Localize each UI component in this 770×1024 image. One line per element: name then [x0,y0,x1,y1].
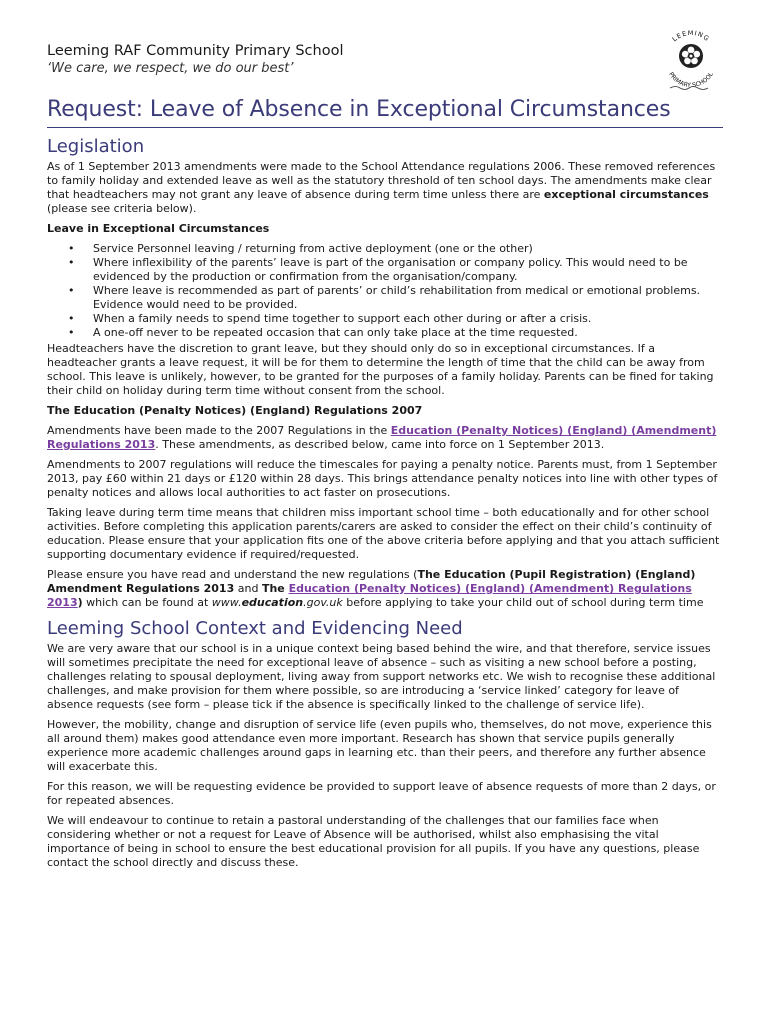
legislation-heading: Legislation [47,136,145,157]
leave-criteria-heading: Leave in Exceptional Circumstances [47,222,270,235]
logo-text-bottom: PRIMARY SCHOOL [667,71,715,90]
list-item: • Service Personnel leaving / returning from active deployment (one or the other) [93,242,723,256]
context-paragraph-2: However, the mobility, change and disruption of service life (even pupils who, themselves, do not move, experience this all around them) makes good attendance even more important. Research has shown that service pupils generally experience more academic challenges around gaps in learning etc. than their peers, and therefore any further absence will exacerbate this. [47,718,712,773]
school-name: Leeming RAF Community Primary School [47,43,344,59]
context-paragraph-3: For this reason, we will be requesting evidence be provided to support leave of absence requests of more than 2 days, or for repeated absences. [47,780,716,807]
criteria-list [47,242,723,340]
penalty-regulations-link[interactable]: Education (Penalty Notices) (England) (Amendment) Regulations 2013 [47,424,717,451]
list-item: • Where leave is recommended as part of parents’ or child’s rehabilitation from medical or emotional problems. Evidence would need to be provided. [93,284,723,312]
education-website: www.education.gov.uk [211,596,343,609]
list-item: • A one-off never to be repeated occasion that can only take place at the time requested. [93,326,723,340]
logo-text-top: LEEMING [670,28,712,44]
document-page [47,42,723,876]
context-paragraph-1: We are very aware that our school is in a unique context being based behind the wire, and that therefore, service issues will sometimes precipitate the need for exceptional leave of absence – such as visiting a new school before a posting, challenges relating to spousal deployment, living away from support networks etc. We wish to recognise these additional challenges, and make provision for them where possible, so are introducing a ‘service linked’ category for leave of absence requests (see form – please tick if the absence is specifically linked to the challenge of service life). [47,642,716,711]
context-paragraph-4: We will endeavour to continue to retain a pastoral understanding of the challenges that our families face when considering whether or not a request for Leave of Absence will be authorised, whilst also emphasising the vital importance of being in school to ensure the best educational provision for all pupils. If you have any questions, please contact the school directly and discuss these. [47,814,700,869]
context-heading: Leeming School Context and Evidencing Need [47,618,463,639]
amendment-regulations-link[interactable]: Education (Penalty Notices) (England) (Amendment) Regulations 2013 [47,582,692,609]
legislation-intro: As of 1 September 2013 amendments were made to the School Attendance regulations 2006. These removed references to family holiday and extended leave as well as the statutory threshold of ten school days. The amendments make clear that headteachers may not grant any leave of absence during term time unless there are exceptional circumstances (please see criteria below). [47,160,716,215]
page-title: Request: Leave of Absence in Exceptional Circumstances [47,96,723,128]
list-item: • When a family needs to spend time together to support each other during or after a crisis. [93,312,723,326]
penalty-notices-heading: The Education (Penalty Notices) (England) Regulations 2007 [47,404,423,417]
read-regulations-paragraph: Please ensure you have read and understand the new regulations (The Education (Pupil Registration) (England) Amendment Regulations 2013 and The Education (Penalty Notices) (England) (Amendment) Regulations 2013) which can be found at www.education.gov.uk before applying to take your child out of school during term time [47,568,704,609]
timescales-paragraph: Amendments to 2007 regulations will reduce the timescales for paying a penalty notice. Parents must, from 1 September 2013, pay £60 within 21 days or £120 within 28 days. This brings attendance penalty notices into line with other types of penalty notices and allows local authorities to act faster on prosecutions. [47,458,718,499]
list-item: • Where inflexibility of the parents’ leave is part of the organisation or company policy. This would need to be evidenced by the production or confirmation from the organisation/company. [93,256,723,284]
amendments-paragraph: Amendments have been made to the 2007 Regulations in the Education (Penalty Notices) (England) (Amendment) Regulations 2013. These amendments, as described below, came into force on 1 September 2013. [47,424,717,451]
school-motto: ‘We care, we respect, we do our best’ [47,61,294,76]
term-time-paragraph: Taking leave during term time means that children miss important school time – both educationally and for other school activities. Before completing this application parents/carers are asked to consider the effect on their child’s continuity of education. Please ensure that your application fits one of the above criteria before applying and that you attach sufficient supporting documentary evidence if required/requested. [47,506,720,561]
discretion-paragraph: Headteachers have the discretion to grant leave, but they should only do so in exceptional circumstances. If a headteacher grants a leave request, it will be for them to determine the length of time that the child can be away from school. This leave is unlikely, however, to be granted for the purposes of a family holiday. Parents can be fined for taking their child on holiday during term time without consent from the school. [47,342,714,397]
